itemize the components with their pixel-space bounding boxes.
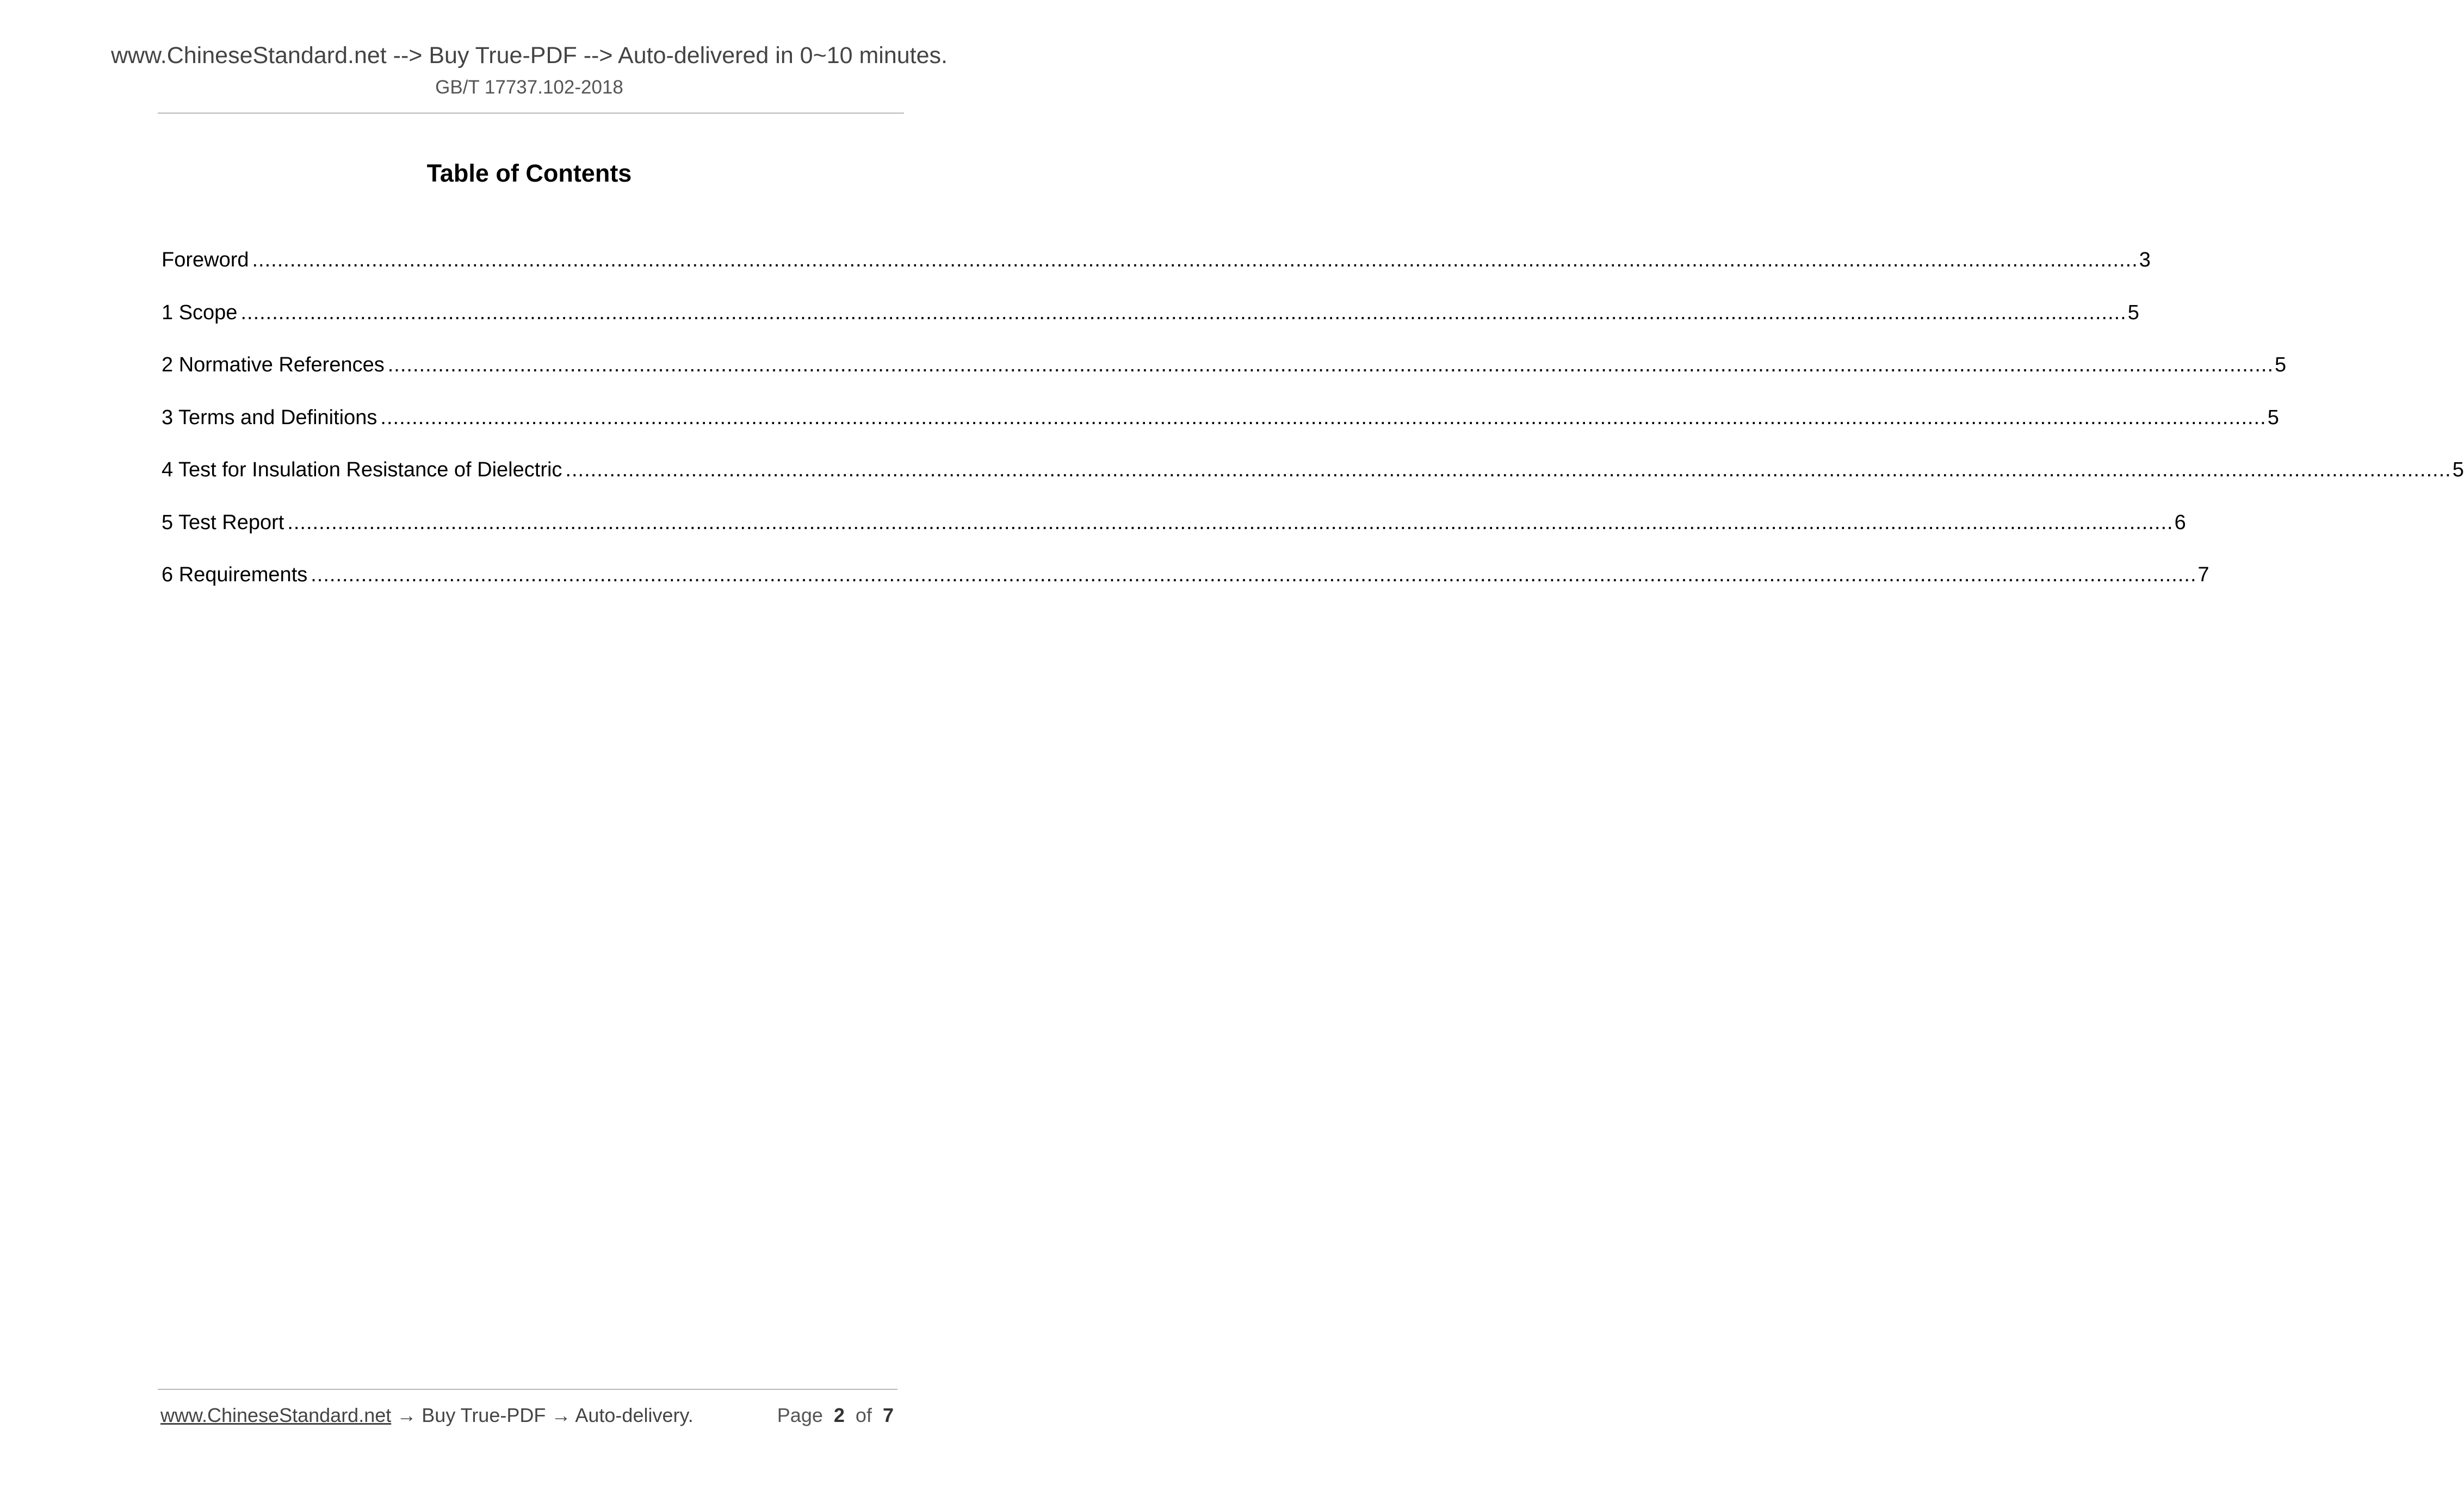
of-word: of bbox=[855, 1404, 872, 1426]
toc-entry-foreword[interactable] bbox=[162, 247, 2151, 300]
header-banner: www.ChineseStandard.net --> Buy True-PDF --> Auto-delivered in 0~10 minutes. bbox=[110, 42, 948, 69]
toc-entry-page: 5 bbox=[2267, 406, 2279, 429]
toc-entry-label: 3 Terms and Definitions bbox=[162, 406, 377, 429]
toc-entry-page: 7 bbox=[2197, 563, 2209, 586]
footer-divider bbox=[158, 1389, 897, 1390]
toc-entry-page: 6 bbox=[2174, 511, 2186, 534]
toc-entry-page: 5 bbox=[2452, 458, 2464, 481]
toc-entry-terms-definitions[interactable] bbox=[162, 405, 2279, 458]
page-word: Page bbox=[777, 1404, 823, 1426]
header-divider bbox=[158, 113, 904, 114]
arrow-right-icon: → bbox=[551, 1404, 571, 1426]
footer-links bbox=[160, 1404, 694, 1427]
toc-entry-insulation-test[interactable] bbox=[162, 457, 2464, 510]
footer-delivery-text: Auto-delivery. bbox=[575, 1404, 694, 1426]
footer-buy-text: Buy True-PDF bbox=[422, 1404, 546, 1426]
toc-entry-label: 6 Requirements bbox=[162, 563, 308, 586]
toc-leader-dots: ............................................................................................................................................................................................................................................................................................................ bbox=[380, 406, 2267, 429]
toc-entry-test-report[interactable] bbox=[162, 510, 2186, 563]
toc-entry-normative-references[interactable] bbox=[162, 352, 2287, 405]
toc-entry-label: 2 Normative References bbox=[162, 353, 385, 376]
toc-leader-dots: ............................................................................................................................................................................................................................................................................................................ bbox=[252, 249, 2138, 271]
toc-entry-scope[interactable] bbox=[162, 300, 2139, 353]
toc-entry-label: Foreword bbox=[162, 249, 249, 271]
toc-leader-dots: ............................................................................................................................................................................................................................................................................................................ bbox=[387, 353, 2274, 376]
toc-entry-page: 3 bbox=[2139, 249, 2151, 271]
toc-leader-dots: ............................................................................................................................................................................................................................................................................................................ bbox=[287, 511, 2174, 534]
arrow-right-icon: → bbox=[397, 1404, 417, 1426]
toc-entry-label: 5 Test Report bbox=[162, 511, 284, 534]
total-pages-number: 7 bbox=[882, 1404, 894, 1426]
toc-entry-label: 1 Scope bbox=[162, 301, 238, 324]
toc-leader-dots: ............................................................................................................................................................................................................................................................................................................ bbox=[240, 301, 2127, 324]
page-title: Table of Contents bbox=[426, 159, 632, 187]
toc-list bbox=[162, 247, 2464, 615]
current-page-number: 2 bbox=[833, 1404, 845, 1426]
toc-leader-dots: ............................................................................................................................................................................................................................................................................................................ bbox=[311, 563, 2197, 586]
toc-entry-requirements[interactable] bbox=[162, 562, 2209, 615]
standard-code: GB/T 17737.102-2018 bbox=[435, 77, 623, 98]
toc-entry-page: 5 bbox=[2275, 353, 2287, 376]
toc-entry-label: 4 Test for Insulation Resistance of Dielectric bbox=[162, 458, 562, 481]
page-indicator bbox=[777, 1404, 894, 1427]
footer-site-link[interactable]: www.ChineseStandard.net bbox=[160, 1404, 392, 1426]
toc-leader-dots: ............................................................................................................................................................................................................................................................................................................ bbox=[565, 458, 2451, 481]
toc-entry-page: 5 bbox=[2127, 301, 2139, 324]
